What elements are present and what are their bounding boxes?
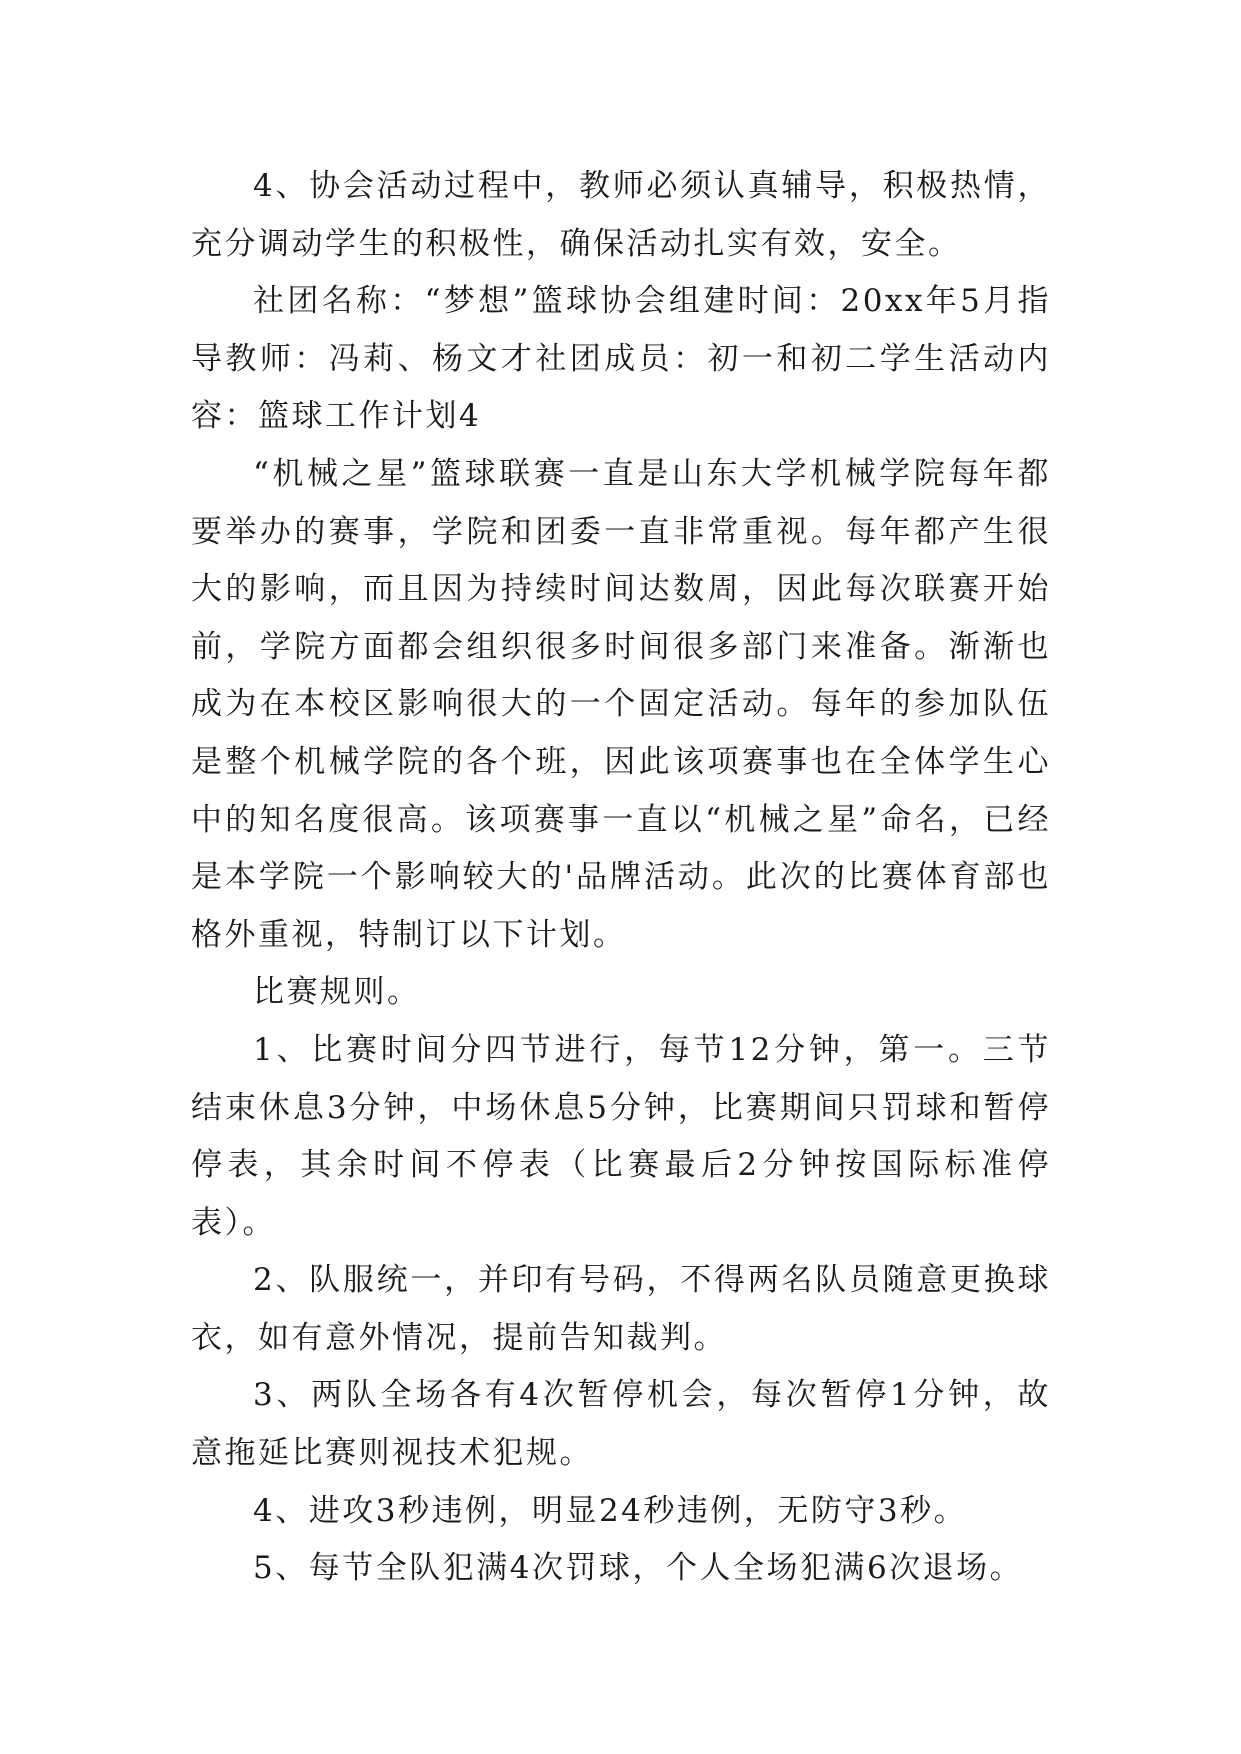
paragraph-league-intro: “机械之星”篮球联赛一直是山东大学机械学院每年都要举办的赛事，学院和团委一直非常重视。每年都产生很大的影响，而且因为持续时间达数周，因此每次联赛开始前，学院方面都会组织很多时间很多部门来准备。渐渐也成为在本校区影响很大的一个固定活动。每年的参加队伍是整个机械学院的各个班，因此该项赛事也在全体学生心中的知名度很高。该项赛事一直以“机械之星”命名，已经是本学院一个影响较大的'品牌活动。此次的比赛体育部也格外重视，特制订以下计划。 bbox=[191, 455, 1051, 953]
paragraph-rules-heading: 比赛规则。 bbox=[253, 974, 421, 1011]
paragraph-rule-2: 2、队服统一，并印有号码，不得两名队员随意更换球衣，如有意外情况，提前告知裁判。 bbox=[191, 1262, 1051, 1356]
paragraph-rule-3: 3、两队全场各有4次暂停机会，每次暂停1分钟，故意拖延比赛则视技术犯规。 bbox=[191, 1377, 1051, 1472]
paragraph-rule-5: 5、每节全队犯满4次罚球，个人全场犯满6次退场。 bbox=[253, 1550, 1024, 1587]
document-body bbox=[191, 158, 1051, 1598]
paragraph-rule-1: 1、比赛时间分四节进行，每节12分钟，第一。三节结束休息3分钟，中场休息5分钟，比赛期间只罚球和暂停停表，其余时间不停表（比赛最后2分钟按国际标准停表）。 bbox=[191, 1031, 1051, 1241]
paragraph-club-info: 社团名称：“梦想”篮球协会组建时间：20xx年5月指导教师：冯莉、杨文才社团成员：初一和初二学生活动内容：篮球工作计划4 bbox=[191, 283, 1051, 435]
paragraph-rule-4: 4、进攻3秒违例，明显24秒违例，无防守3秒。 bbox=[253, 1492, 968, 1529]
paragraph-rule-4-activity: 4、协会活动过程中，教师必须认真辅导，积极热情，充分调动学生的积极性，确保活动扎实有效，安全。 bbox=[191, 168, 1051, 262]
